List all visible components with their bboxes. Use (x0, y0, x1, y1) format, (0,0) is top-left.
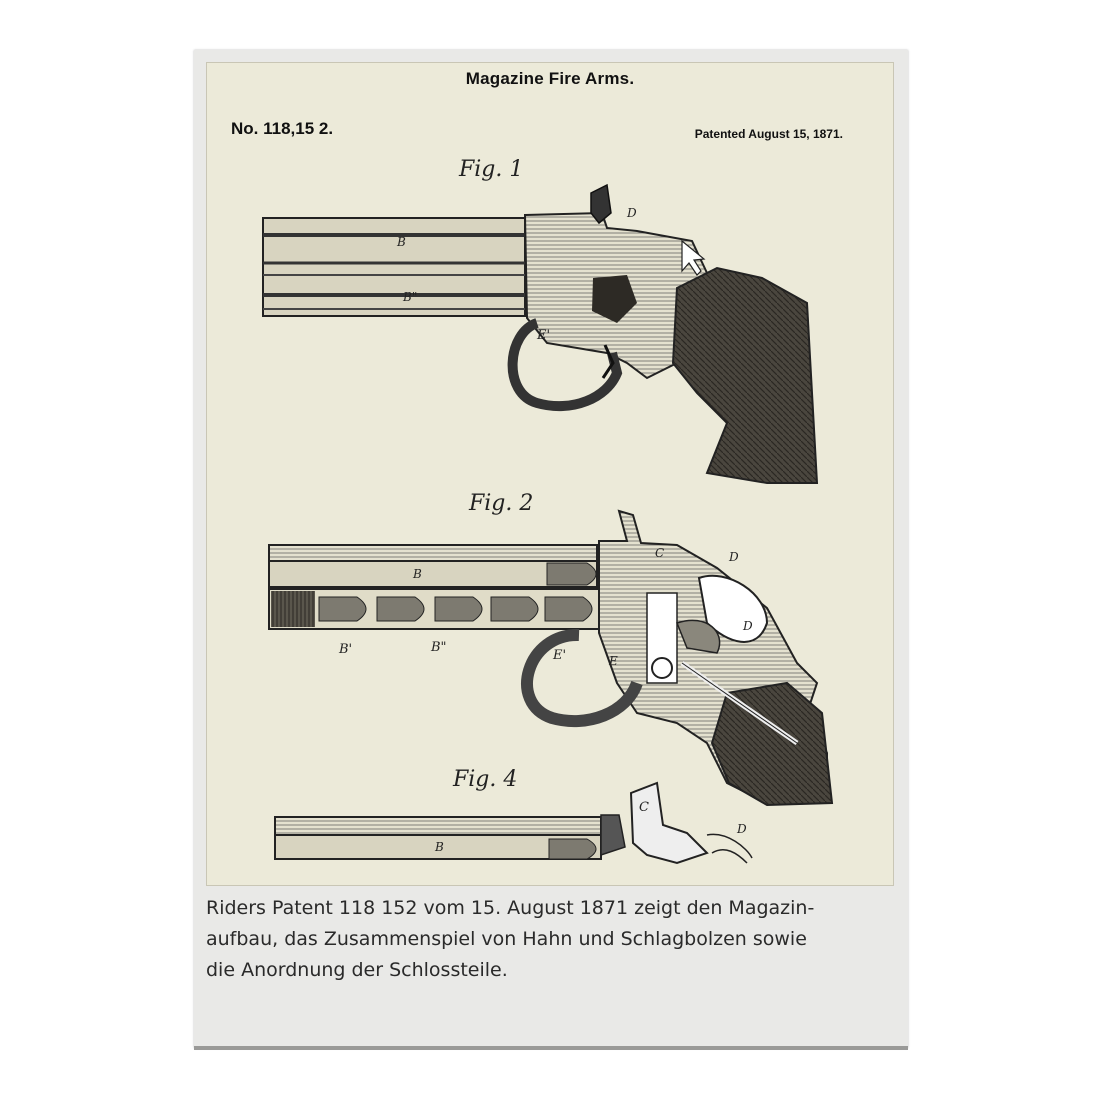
caption-line-1: Riders Patent 118 152 vom 15. August 1871 zeigt den Magazin- (206, 897, 815, 919)
fig-4-pistol (275, 783, 752, 863)
caption-line-2: aufbau, das Zusammenspiel von Hahn und Schlagbolzen sowie (206, 928, 807, 950)
fig1-label-e: E' (537, 328, 551, 343)
image-caption (206, 893, 896, 986)
fig4-label-b: B (435, 840, 444, 854)
patent-title: Magazine Fire Arms. (465, 69, 635, 88)
fig1-label-d: D (627, 206, 637, 220)
fig2-label-b: B (413, 567, 422, 581)
fig2-label-e1: E' (553, 648, 567, 663)
fig1-label-b2: B" (403, 290, 418, 304)
fig-2-label: Fig. 2 (469, 491, 534, 516)
photo-bottom-edge (194, 1046, 908, 1050)
fig-2-pistol (269, 511, 832, 805)
patent-number: No. 118,15 2. (231, 119, 334, 138)
fig2-label-b1: B' (339, 642, 353, 657)
fig1-label-b: B (397, 235, 406, 249)
patent-date: Patented August 15, 1871. (694, 127, 843, 141)
caption-line-3: die Anordnung der Schlossteile. (206, 959, 508, 981)
pistol-drawings (207, 63, 893, 885)
fig2-label-e: E (609, 654, 618, 668)
fig2-label-d2: D (743, 619, 753, 633)
fig2-label-b2: B" (431, 640, 447, 655)
fig2-label-c: C (655, 546, 665, 560)
fig-1-label: Fig. 1 (459, 157, 524, 182)
fig-1-pistol (263, 185, 817, 483)
fig4-label-c: C (639, 800, 649, 815)
fig4-label-d: D (737, 822, 747, 836)
patent-drawing (206, 62, 894, 886)
fig2-label-d1: D (729, 550, 739, 564)
fig-4-label: Fig. 4 (453, 767, 518, 792)
